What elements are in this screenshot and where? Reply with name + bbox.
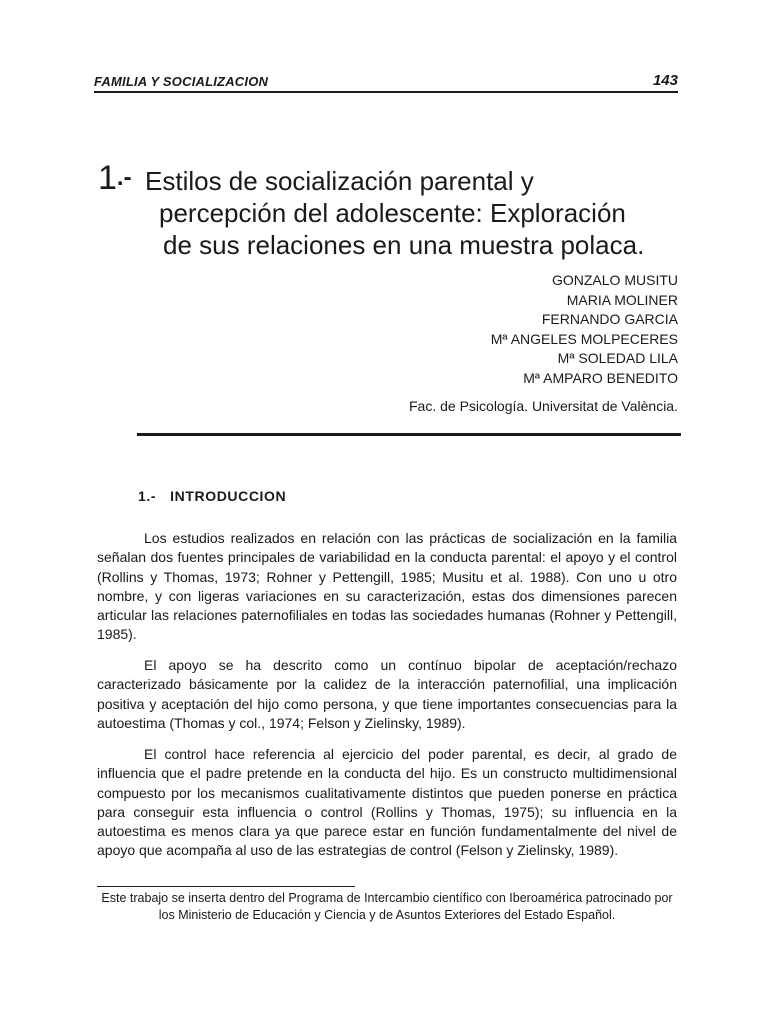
footnote: Este trabajo se inserta dentro del Programa de Intercambio científico con Iberoamérica patrocinado por los Ministerio de Educación y Ciencia y de Asuntos Exteriores del Estado Español. (101, 891, 673, 922)
section-number: 1.- (138, 488, 157, 504)
author-list (491, 271, 678, 389)
footnote-divider (97, 886, 355, 887)
running-title: FAMILIA Y SOCIALIZACION (94, 74, 269, 89)
article-number: 1.- (98, 159, 132, 197)
section-heading (138, 488, 286, 504)
running-header (94, 71, 678, 93)
page-number: 143 (652, 72, 678, 89)
author-name: Mª AMPARO BENEDITO (523, 369, 678, 386)
author-affiliation: Fac. de Psicología. Universitat de València. (409, 398, 678, 414)
article-title-line: percepción del adolescente: Exploración (159, 198, 626, 228)
author-name: Mª ANGELES MOLPECERES (490, 330, 678, 347)
section-title: INTRODUCCION (170, 488, 287, 504)
author-name: Mª SOLEDAD LILA (557, 350, 678, 367)
author-name: FERNANDO GARCIA (541, 311, 678, 328)
title-divider (137, 433, 681, 436)
article-title (145, 165, 644, 261)
author-name: GONZALO MUSITU (551, 272, 678, 288)
body-paragraph: Los estudios realizados en relación con las prácticas de socialización en la familia señalan dos fuentes principales de variabilidad en la conducta parental: el apoyo y el control (Rollins y Thomas, 1973; Rohner y Pettengill, 1985; Musitu et al. 1988). Con uno u otro nombre, y con ligeras variaciones en su caracterización, estas dos dimensiones parecen articular las relaciones paternofiliales en todas las sociedades humanas (Rohner y Pettengill, 1985). (97, 530, 677, 643)
author-name: MARIA MOLINER (566, 291, 678, 308)
article-title-line: Estilos de socialización parental y (145, 166, 534, 196)
body-paragraph: El control hace referencia al ejercicio del poder parental, es decir, al grado de influencia que el padre pretende en la conducta del hijo. Es un constructo multidimensional compuesto por los mecanismos cualitativamente distintos que pueden ponerse en práctica para conseguir esta influencia o control (Rollins y Thomas, 1975); su influencia en la autoestima es menos clara ya que parece estar en función fundamentalmente del nivel de apoyo que acompaña al uso de las estrategias de control (Felson y Zielinsky, 1989). (97, 746, 677, 859)
body-paragraph: El apoyo se ha descrito como un contínuo bipolar de aceptación/rechazo caracterizado básicamente por la calidez de la interacción paternofilial, una implicación positiva y aceptación del hijo como persona, y que tiene importantes consecuencias para la autoestima (Thomas y col., 1974; Felson y Zielinsky, 1989). (97, 657, 677, 731)
article-title-line: de sus relaciones en una muestra polaca. (163, 230, 645, 260)
